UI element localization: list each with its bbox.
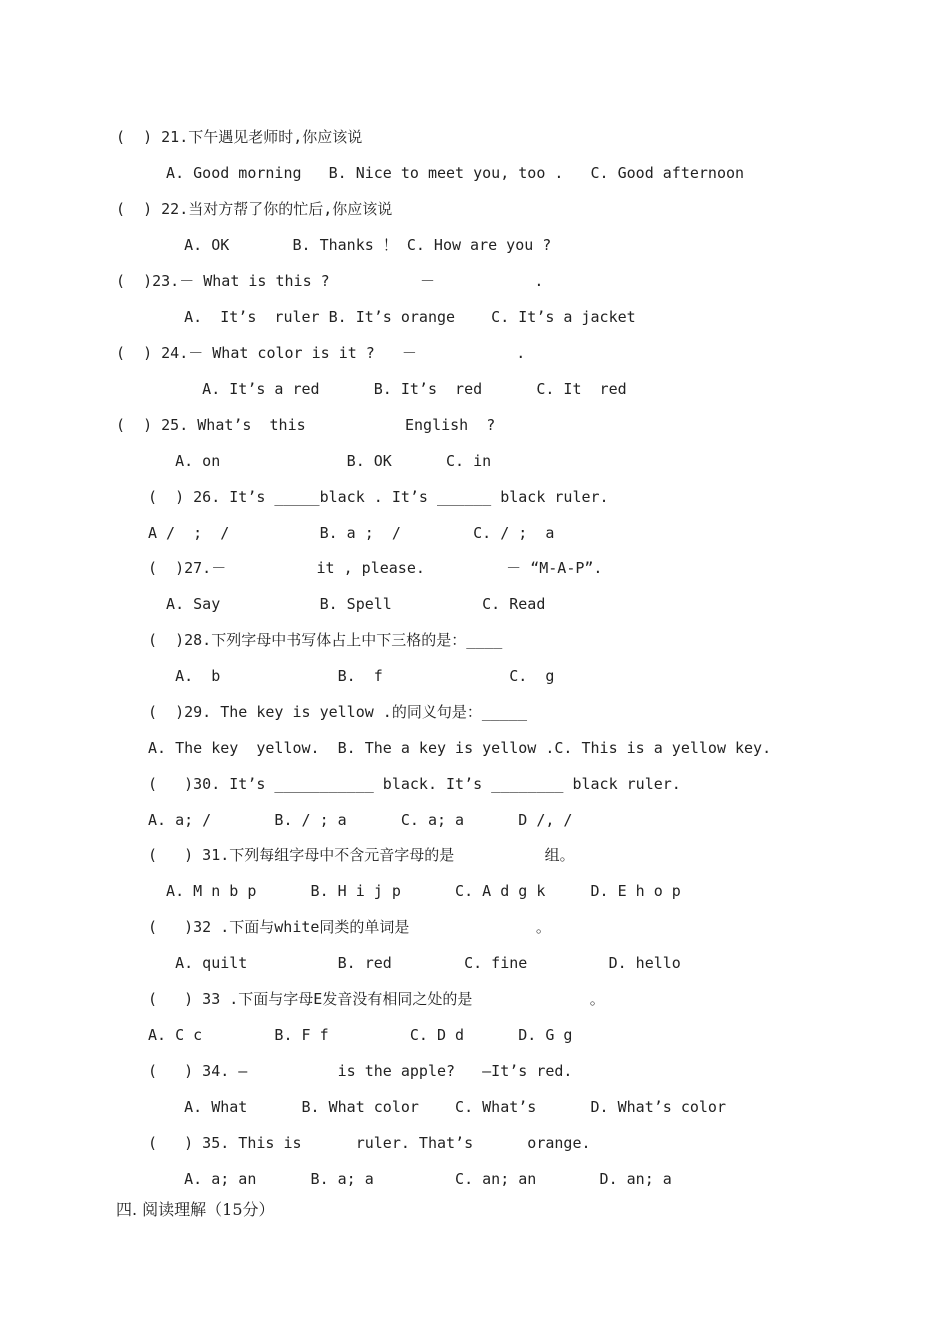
question-30-options: A. a; / B. / ; a C. a; a D /, / bbox=[148, 811, 573, 829]
question-22-options: A. OK B. Thanks ！ C. How are you ? bbox=[148, 236, 552, 254]
question-30-stem: ( )30. It’s ___________ black. It’s ________ black ruler. bbox=[148, 775, 681, 793]
question-26-options: A / ; / B. a ; / C. / ; a bbox=[148, 524, 555, 542]
question-29-options: A. The key yellow. B. The a key is yellow .C. This is a yellow key. bbox=[148, 739, 772, 757]
question-22-stem: ( ) 22.当对方帮了你的忙后,你应该说 bbox=[116, 200, 393, 218]
question-24-options: A. It’s a red B. It’s red C. It red bbox=[148, 380, 627, 398]
question-31-options: A. M n b p B. H i j p C. A d g k D. E h o p bbox=[148, 882, 681, 900]
question-35-stem: ( ) 35. This is ruler. That’s orange. bbox=[148, 1134, 591, 1152]
question-26-stem: ( ) 26. It’s _____black . It’s ______ black ruler. bbox=[148, 488, 609, 506]
question-23-stem: ( )23.－ What is this ? － . bbox=[116, 272, 544, 290]
question-29-stem: ( )29. The key is yellow .的同义句是：_____ bbox=[148, 703, 527, 721]
question-27-options: A. Say B. Spell C. Read bbox=[148, 595, 546, 613]
question-32-options: A. quilt B. red C. fine D. hello bbox=[148, 954, 681, 972]
question-31-stem: ( ) 31.下列每组字母中不含元音字母的是 组。 bbox=[148, 846, 575, 864]
question-33-options: A. C c B. F f C. D d D. G g bbox=[148, 1026, 573, 1044]
reading-comprehension-heading: 四. 阅读理解（15分） bbox=[116, 1200, 275, 1219]
question-24-stem: ( ) 24.－ What color is it ? － . bbox=[116, 344, 526, 362]
question-34-options: A. What B. What color C. What’s D. What’s color bbox=[148, 1098, 726, 1116]
question-25-options: A. on B. OK C. in bbox=[148, 452, 492, 470]
question-35-options: A. a; an B. a; a C. an; an D. an; a bbox=[148, 1170, 672, 1188]
question-23-options: A. It’s ruler B. It’s orange C. It’s a jacket bbox=[148, 308, 636, 326]
question-21-options: A. Good morning B. Nice to meet you, too . C. Good afternoon bbox=[148, 164, 745, 182]
question-33-stem: ( ) 33 .下面与字母E发音没有相同之处的是 。 bbox=[148, 990, 605, 1008]
question-32-stem: ( )32 .下面与white同类的单词是 。 bbox=[148, 918, 551, 936]
question-27-stem: ( )27.－ it , please. － “M-A-P”. bbox=[148, 559, 603, 577]
question-28-options: A. b B. f C. g bbox=[148, 667, 555, 685]
question-28-stem: ( )28.下列字母中书写体占上中下三格的是：____ bbox=[148, 631, 503, 649]
question-21-stem: ( ) 21.下午遇见老师时,你应该说 bbox=[116, 128, 363, 146]
question-34-stem: ( ) 34. — is the apple? —It’s red. bbox=[148, 1062, 573, 1080]
question-25-stem: ( ) 25. What’s this English ? bbox=[116, 416, 496, 434]
